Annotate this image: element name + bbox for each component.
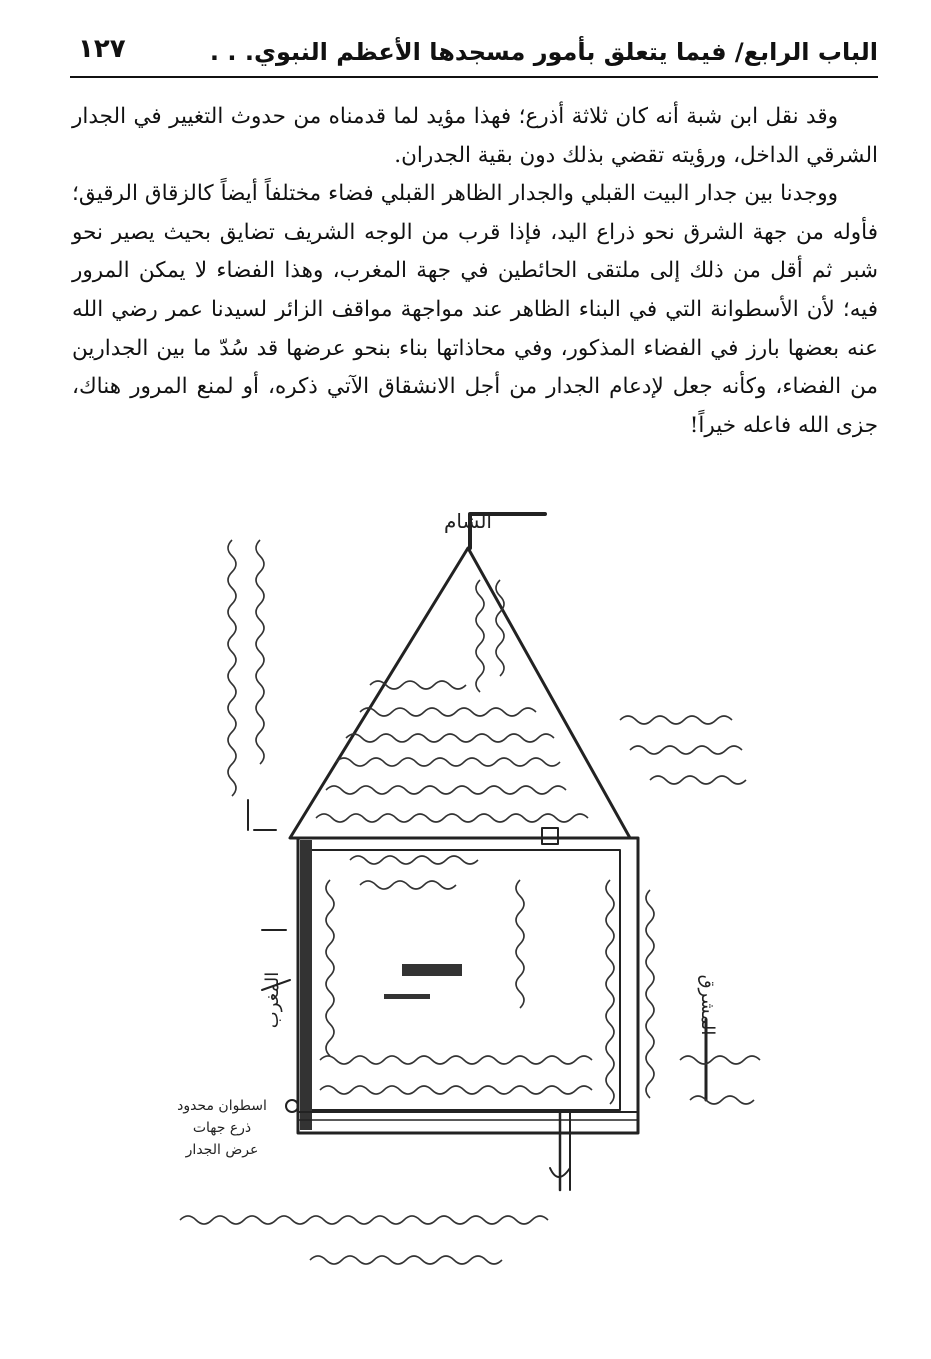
left-thick-wall bbox=[300, 840, 312, 1130]
label-right: المشرق bbox=[697, 974, 718, 1036]
header-rule bbox=[70, 76, 878, 78]
label-top: الشام bbox=[444, 509, 492, 533]
hujra-plan-drawing bbox=[150, 500, 790, 1280]
label-left: المغرب bbox=[262, 971, 283, 1029]
label-bottom-left-2: ذرع جهات bbox=[192, 1120, 252, 1136]
dark-bar bbox=[384, 994, 430, 999]
small-square bbox=[542, 828, 558, 844]
header-title: الباب الرابع/ فيما يتعلق بأمور مسجدها الأعظم النبوي. . . bbox=[209, 38, 878, 66]
page-number: ١٢٧ bbox=[78, 34, 126, 64]
label-bottom-left-3: عرض الجدار bbox=[185, 1142, 259, 1158]
outer-wall bbox=[298, 838, 638, 1133]
dark-bar bbox=[402, 964, 462, 976]
label-bottom-left-1: اسطوان محدود bbox=[177, 1098, 267, 1114]
body-text bbox=[72, 98, 878, 445]
handwriting-scribbles bbox=[180, 540, 760, 1264]
paragraph: ووجدنا بين جدار البيت القبلي والجدار الظاهر القبلي فضاء مختلفاً أيضاً كالزقاق الرقيق؛ فأوله من جهة الشرق نحو ذراع اليد، فإذا قرب من الوجه الشريف تضايق بحيث يصير نحو شبر ثم أقل من ذلك إلى ملتقى الحائطين في جهة المغرب، وهذا الفضاء لا يمكن المرور فيه؛ لأن الأسطوانة التي في البناء الظاهر عند مواجهة مواقف الزائر لسيدنا عمر رضي الله عنه بعضها بارز في الفضاء المذكور، وفي محاذاتها بناء بنحو عرضها قد سُدّ ما بين الجدارين من الفضاء، وكأنه جعل لإدعام الجدار من أجل الانشقاق الآتي ذكره، أو لمنع المرور هناك، جزى الله فاعله خيراً! bbox=[72, 181, 878, 438]
running-header bbox=[70, 32, 878, 78]
paragraph: وقد نقل ابن شبة أنه كان ثلاثة أذرع؛ فهذا مؤيد لما قدمناه من حدوث التغيير في الجدار الشرقي الداخل، ورؤيته تقضي بذلك دون بقية الجدران. bbox=[72, 104, 878, 168]
inner-wall bbox=[310, 850, 620, 1110]
manuscript-figure bbox=[150, 500, 790, 1280]
roof-triangle bbox=[290, 548, 630, 838]
